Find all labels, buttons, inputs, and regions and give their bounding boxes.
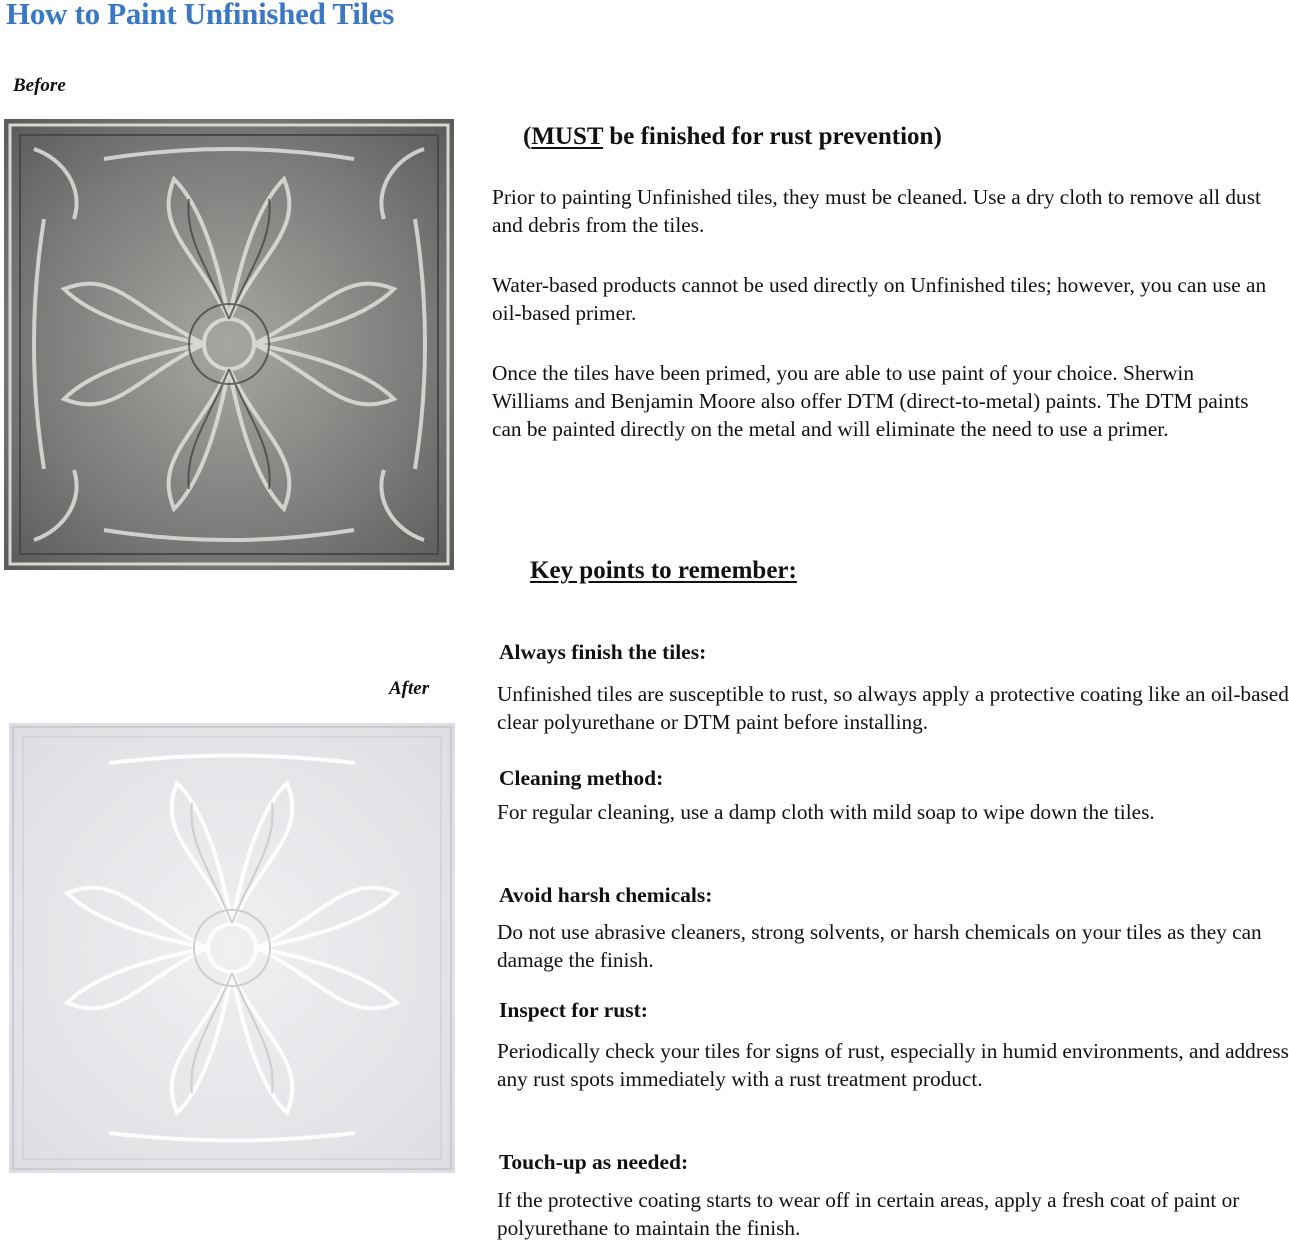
intro-paragraph-cleaning: Prior to painting Unfinished tiles, they must be cleaned. Use a dry cloth to remove all dust and debris from the tiles.	[492, 185, 1261, 237]
key-point-title: Always finish the tiles:	[499, 640, 707, 664]
after-caption: After	[389, 678, 430, 699]
after-tile-image	[9, 723, 455, 1173]
key-point-title: Avoid harsh chemicals:	[499, 883, 713, 907]
before-caption: Before	[13, 75, 66, 96]
key-point-body: Unfinished tiles are susceptible to rust, so always apply a protective coating like an oil-based clear polyurethane or DTM paint before installing.	[497, 682, 1289, 734]
subtitle-rest: be finished for rust prevention)	[603, 123, 942, 150]
before-tile-image	[4, 119, 454, 570]
key-point-body: Periodically check your tiles for signs of rust, especially in humid environments, and address any rust spots immediately with a rust treatment product.	[497, 1039, 1289, 1091]
key-point-title: Cleaning method:	[499, 766, 664, 790]
must-emphasis: MUST	[531, 123, 604, 150]
rust-prevention-subtitle	[523, 123, 942, 151]
key-point-body: If the protective coating starts to wear off in certain areas, apply a fresh coat of paint or polyurethane to maintain the finish.	[497, 1188, 1240, 1240]
subtitle-open-paren: (	[523, 123, 532, 150]
key-point-body: Do not use abrasive cleaners, strong solvents, or harsh chemicals on your tiles as they can damage the finish.	[497, 920, 1262, 972]
key-point-title: Touch-up as needed:	[499, 1150, 689, 1174]
intro-paragraph-primer: Water-based products cannot be used directly on Unfinished tiles; however, you can use an oil-based primer.	[492, 273, 1267, 325]
intro-paragraph-dtm: Once the tiles have been primed, you are able to use paint of your choice. Sherwin Williams and Benjamin Moore also offer DTM (direct-to-metal) paints. The DTM paints can be painted directly on the metal and will eliminate the need to use a primer.	[492, 361, 1249, 441]
key-point-title: Inspect for rust:	[499, 998, 648, 1022]
key-point-body: For regular cleaning, use a damp cloth with mild soap to wipe down the tiles.	[497, 800, 1155, 824]
page-title: How to Paint Unfinished Tiles	[6, 0, 395, 31]
key-points-heading: Key points to remember:	[530, 557, 797, 584]
